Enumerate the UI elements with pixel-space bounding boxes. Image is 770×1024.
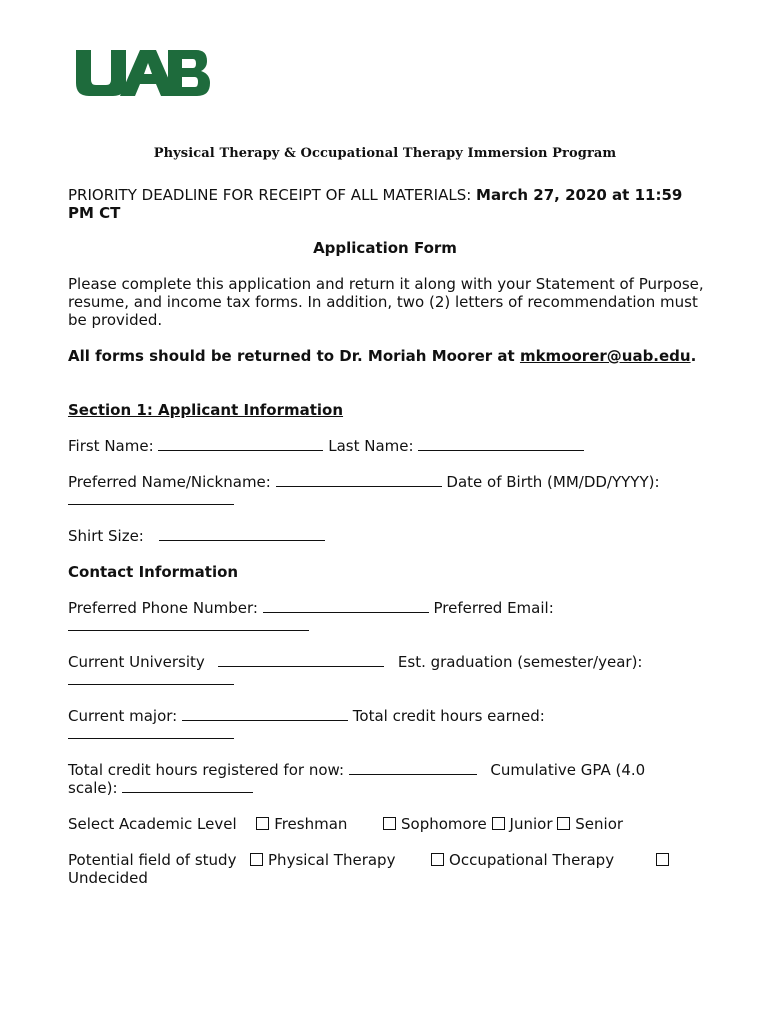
credit-earned-field[interactable] [68, 725, 234, 739]
preferred-name-row [68, 473, 660, 491]
checkbox-icon[interactable] [492, 817, 505, 830]
preferred-name-label: Preferred Name/Nickname: [68, 473, 271, 491]
contact-email-link[interactable]: mkmoorer@uab.edu [519, 347, 691, 365]
intro-paragraph: Please complete this application and return it along with your Statement of Purpose, resume, and income tax forms. In addition, two (2) letters of recommendation must be provided. [68, 275, 704, 329]
checkbox-icon[interactable] [383, 817, 396, 830]
checkbox-icon[interactable] [250, 853, 263, 866]
gpa-field[interactable] [122, 779, 253, 793]
deadline-notice [68, 186, 708, 222]
academic-level-row [68, 815, 623, 833]
field-physical-therapy[interactable]: Physical Therapy [250, 851, 395, 869]
checkbox-icon[interactable] [557, 817, 570, 830]
graduation-field[interactable] [68, 671, 234, 685]
contact-heading: Contact Information [68, 563, 239, 581]
major-row [68, 707, 545, 725]
last-name-field[interactable] [418, 437, 584, 451]
preferred-name-field[interactable] [276, 473, 442, 487]
major-label: Current major: [68, 707, 178, 725]
first-name-label: First Name: [68, 437, 154, 455]
level-sophomore[interactable]: Sophomore [383, 815, 487, 833]
deadline-date: March 27, 2020 at 11:59 PM CT [68, 186, 683, 222]
gpa-label: Cumulative GPA (4.0 [490, 761, 646, 779]
level-junior[interactable]: Junior [492, 815, 553, 833]
credit-earned-label: Total credit hours earned: [352, 707, 545, 725]
last-name-label: Last Name: [328, 437, 414, 455]
program-subtitle: Physical Therapy & Occupational Therapy Immersion Program [153, 146, 617, 161]
first-name-field[interactable] [158, 437, 323, 451]
gpa-label-cont: scale): [68, 779, 118, 797]
form-title: Application Form [313, 239, 457, 257]
field-of-study-row [68, 851, 674, 869]
university-row [68, 653, 642, 671]
deadline-prefix: PRIORITY DEADLINE FOR RECEIPT OF ALL MATERIALS: [68, 186, 477, 204]
phone-field[interactable] [263, 599, 429, 613]
academic-level-label: Select Academic Level [68, 815, 237, 833]
uab-logo [76, 50, 210, 96]
major-field[interactable] [182, 707, 348, 721]
return-note: All forms should be returned to Dr. Moriah Moorer at mkmoorer@uab.edu. [68, 347, 697, 365]
university-field[interactable] [218, 653, 384, 667]
credit-registered-field[interactable] [349, 761, 477, 775]
credit-row [68, 761, 645, 779]
shirt-row [68, 527, 325, 545]
field-occupational-therapy[interactable]: Occupational Therapy [431, 851, 614, 869]
field-undecided-label: Undecided [68, 869, 148, 887]
shirt-size-label: Shirt Size: [68, 527, 144, 545]
dob-field[interactable] [68, 491, 234, 505]
name-row [68, 437, 584, 455]
level-senior[interactable]: Senior [557, 815, 623, 833]
dob-label: Date of Birth (MM/DD/YYYY): [446, 473, 660, 491]
email-field[interactable] [68, 617, 309, 631]
phone-row [68, 599, 554, 617]
phone-label: Preferred Phone Number: [68, 599, 258, 617]
checkbox-icon-undecided[interactable] [656, 853, 669, 866]
field-of-study-label: Potential field of study [68, 851, 237, 869]
section1-heading: Section 1: Applicant Information [68, 401, 344, 419]
checkbox-icon[interactable] [431, 853, 444, 866]
return-note-text: All forms should be returned to Dr. Moriah Moorer at [68, 347, 520, 365]
graduation-label: Est. graduation (semester/year): [397, 653, 643, 671]
university-label: Current University [68, 653, 205, 671]
email-label: Preferred Email: [433, 599, 554, 617]
shirt-size-field[interactable] [159, 527, 325, 541]
credit-registered-label: Total credit hours registered for now: [68, 761, 345, 779]
level-freshman[interactable]: Freshman [256, 815, 347, 833]
checkbox-icon[interactable] [256, 817, 269, 830]
